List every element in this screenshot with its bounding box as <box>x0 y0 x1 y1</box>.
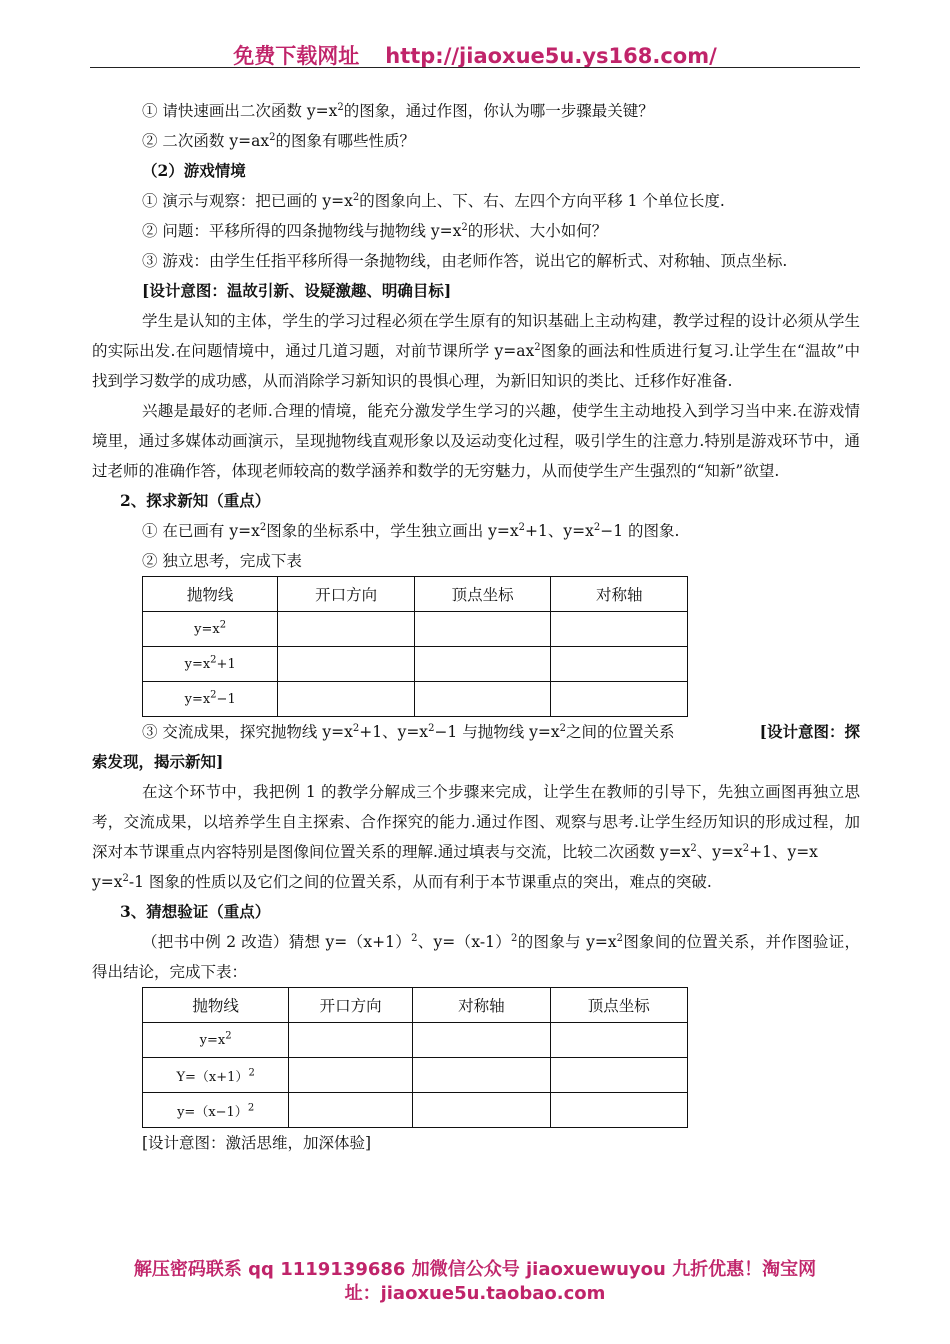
table-header-cell: 对称轴 <box>413 988 550 1023</box>
section-2-title: 2、探求新知（重点） <box>120 491 271 510</box>
table-header-cell: 开口方向 <box>289 988 413 1023</box>
design-intent-2b: 索发现，揭示新知] <box>92 752 224 771</box>
table-row <box>143 1058 688 1093</box>
table-header-cell: 开口方向 <box>278 577 415 612</box>
table-row <box>143 1023 688 1058</box>
section-3-title: 3、猜想验证（重点） <box>120 902 271 921</box>
question-2: ② 二次函数 $y=ax^2$的图象有哪些性质？ <box>142 131 415 150</box>
game-title: （2）游戏情境 <box>142 161 246 180</box>
game-step-3: ③ 游戏：由学生任指平移所得一条抛物线，由老师作答，说出它的解析式、对称轴、顶点坐标. <box>142 252 788 270</box>
header-label: 免费下载网址 <box>233 44 360 68</box>
table-header-row <box>143 988 688 1023</box>
table-header-cell: 对称轴 <box>551 577 688 612</box>
table-row <box>143 612 688 647</box>
design-intent-1: [设计意图：温故引新、设疑激趣、明确目标] <box>142 281 452 300</box>
table-cell[interactable] <box>289 1023 413 1058</box>
table-cell-function: $y=x^2-1$ <box>143 682 278 717</box>
table-header-cell: 抛物线 <box>143 577 278 612</box>
table-cell[interactable] <box>414 647 551 682</box>
table-cell-function: $Y=(x+1)^2$ <box>143 1058 289 1093</box>
table-cell[interactable] <box>551 682 688 717</box>
table-cell[interactable] <box>289 1093 413 1128</box>
table-cell[interactable] <box>414 682 551 717</box>
paragraph-3: 在这个环节中，我把例 1 的教学分解成三个步骤来完成，让学生在教师的引导下，先独立画图再独立思考，交流成果，以培养学生自主探索、合作探究的能力.通过作图、观察与思考.让学生经历知识的形成过程，加深对本节课重点内容特别是图像间位置关系的理解.通过填表与交流，比较二次函数 $y=x^2$、$y=x^2+1$、y=x <box>92 783 860 861</box>
section-2-line-3: ③ 交流成果，探究抛物线 $y=x^2+1$、$y=x^2-1$ 与抛物线 $y=x^2$之间的位置关系 [设计意图：探 <box>92 717 860 747</box>
table-cell-function: $y=x^2$ <box>143 612 278 647</box>
question-1: ① 请快速画出二次函数 $y=x^2$的图象，通过作图，你认为哪一步骤最关键？ <box>142 101 654 120</box>
table-cell[interactable] <box>278 682 415 717</box>
table-2 <box>142 987 688 1128</box>
table-cell[interactable] <box>278 612 415 647</box>
table-header-row <box>143 577 688 612</box>
table-header-cell: 顶点坐标 <box>550 988 687 1023</box>
table-1 <box>142 576 688 717</box>
table-cell[interactable] <box>550 1093 687 1128</box>
paragraph-1: 学生是认知的主体，学生的学习过程必须在学生原有的知识基础上主动构建，教学过程的设计必须从学生的实际出发.在问题情境中，通过几道习题，对前节课所学 $y=ax^2$图象的画法和性质进行复习.让学生在“温故”中找到学习数学的成功感，从而消除学习新知识的畏惧心理，为新旧知识的类比、迁移作好准备. <box>92 312 860 390</box>
table-cell-function: $y=(x-1)^2$ <box>143 1093 289 1128</box>
paragraph-3-end: $y=x^2-1$ 图象的性质以及它们之间的位置关系，从而有利于本节课重点的突出，难点的突破. <box>92 872 712 891</box>
footer-line-1: 解压密码联系 qq 1119139686 加微信公众号 jiaoxuewuyou 九折优惠！淘宝网 <box>133 1259 817 1280</box>
paragraph-2: 兴趣是最好的老师.合理的情境，能充分激发学生学习的兴趣，使学生主动地投入到学习当中来.在游戏情境里，通过多媒体动画演示，呈现抛物线直观形象以及运动变化过程，吸引学生的注意力.特别是游戏环节中，通过老师的准确作答，体现老师较高的数学涵养和数学的无穷魅力，从而使学生产生强烈的“知新”欲望. <box>92 402 860 480</box>
table-cell[interactable] <box>413 1023 550 1058</box>
header-url-link[interactable]: http://jiaoxue5u.ys168.com/ <box>385 44 717 68</box>
design-intent-2a: [设计意图：探 <box>759 722 860 741</box>
document-body <box>92 96 860 1158</box>
table-cell[interactable] <box>551 647 688 682</box>
section-2-line-2: ② 独立思考，完成下表 <box>142 552 302 570</box>
table-cell[interactable] <box>278 647 415 682</box>
table-cell[interactable] <box>551 612 688 647</box>
game-step-2: ② 问题：平移所得的四条抛物线与抛物线 $y=x^2$的形状、大小如何？ <box>142 221 608 240</box>
table-row <box>143 1093 688 1128</box>
table-header-cell: 抛物线 <box>143 988 289 1023</box>
table-row <box>143 682 688 717</box>
table-cell[interactable] <box>550 1058 687 1093</box>
table-cell-function: $y=x^2+1$ <box>143 647 278 682</box>
table-row <box>143 647 688 682</box>
page-footer <box>90 1258 860 1306</box>
section-3-line-1: （把书中例 2 改造）猜想 $y=(x+1)^2$、$y=(x-1)^2$的图象与 $y=x^2$图象间的位置关系，并作图验证，得出结论，完成下表： <box>92 932 860 981</box>
header-divider <box>90 67 860 68</box>
table-cell[interactable] <box>414 612 551 647</box>
design-intent-3: [设计意图：激活思维，加深体验] <box>142 1134 372 1152</box>
table-cell[interactable] <box>413 1058 550 1093</box>
table-header-cell: 顶点坐标 <box>414 577 551 612</box>
table-cell[interactable] <box>413 1093 550 1128</box>
table-cell-function: $y=x^2$ <box>143 1023 289 1058</box>
table-cell[interactable] <box>550 1023 687 1058</box>
page-header <box>90 40 860 70</box>
section-2-line-1: ① 在已画有 $y=x^2$图象的坐标系中，学生独立画出 $y=x^2+1$、$y=x^2-1$ 的图象. <box>142 521 680 540</box>
table-cell[interactable] <box>289 1058 413 1093</box>
game-step-1: ① 演示与观察：把已画的 $y=x^2$的图象向上、下、右、左四个方向平移 1 个单位长度. <box>142 191 725 210</box>
footer-line-2[interactable]: 址：jiaoxue5u.taobao.com <box>344 1283 606 1304</box>
